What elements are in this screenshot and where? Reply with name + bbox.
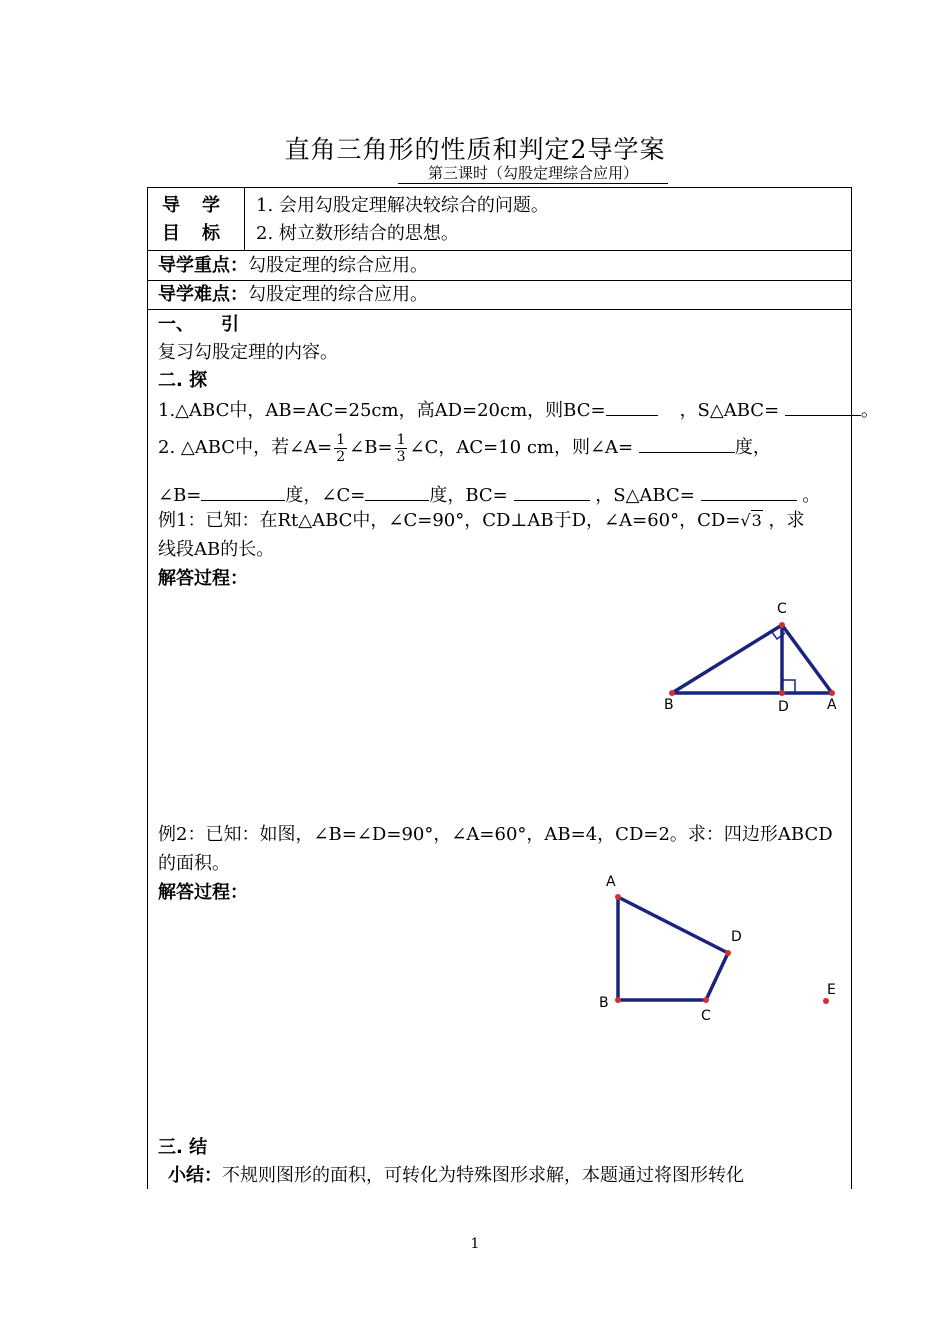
row-divider-1	[147, 250, 852, 251]
question-3-part-d: ，S△ABC=	[595, 485, 695, 506]
question-1-part-a: 1.△ABC中，AB=AC=25cm，高AD=20cm，则BC=	[158, 400, 606, 421]
label-d: D	[778, 699, 789, 715]
label-a: A	[606, 874, 616, 890]
summary-text: 不规则图形的面积，可转化为特殊图形求解，本题通过将图形转化	[222, 1165, 744, 1186]
triangle-outline	[672, 625, 832, 693]
label-e: E	[827, 982, 836, 998]
point-b	[669, 690, 675, 696]
fraction-denominator: 3	[396, 448, 406, 465]
quadrilateral-figure	[590, 868, 850, 1028]
answer-blank-angle-b[interactable]	[201, 482, 285, 501]
section2-heading: 二. 探	[158, 370, 208, 391]
point-a	[829, 690, 835, 696]
question-2-part-c: ∠C，AC=10 cm，则∠A=	[409, 437, 634, 458]
point-a	[615, 894, 621, 900]
focus-text: 勾股定理的综合应用。	[248, 255, 428, 276]
example-1-line-2: 线段AB的长。	[158, 539, 275, 560]
triangle-figure	[650, 595, 850, 720]
fraction-numerator: 1	[336, 431, 346, 448]
summary-label: 小结：	[168, 1165, 222, 1186]
example-1-line-1	[158, 508, 805, 534]
answer-blank-bc[interactable]	[606, 397, 658, 416]
document-subtitle: 第三课时（勾股定理综合应用）	[398, 163, 668, 184]
question-3-part-c: 度，BC=	[429, 485, 508, 506]
goal-item-2: 2. 树立数形结合的思想。	[256, 223, 459, 244]
example-1-text-end: ，求	[768, 510, 805, 531]
label-d: D	[731, 929, 742, 945]
difficulty-label: 导学难点：	[158, 284, 248, 305]
answer-blank-angle-a[interactable]	[639, 434, 735, 453]
difficulty-row	[158, 282, 428, 308]
example-2-line-2: 的面积。	[158, 853, 230, 874]
summary-row	[168, 1163, 744, 1189]
solution-label-2: 解答过程：	[158, 882, 248, 903]
label-c: C	[777, 601, 787, 617]
question-1-end: 。	[860, 400, 879, 421]
label-c: C	[701, 1008, 711, 1024]
goals-label-line2: 目 标	[162, 223, 222, 244]
answer-blank-area[interactable]	[785, 397, 861, 416]
fraction-numerator: 1	[396, 431, 406, 448]
question-3-part-a: ∠B=	[158, 485, 202, 506]
focus-row	[158, 253, 428, 279]
label-a: A	[827, 697, 837, 713]
question-2	[158, 428, 771, 468]
point-d	[779, 690, 785, 696]
difficulty-text: 勾股定理的综合应用。	[248, 284, 428, 305]
document-title: 直角三角形的性质和判定2导学案	[284, 135, 666, 164]
example-1-text: 例1：已知：在Rt△ABC中，∠C=90°，CD⊥AB于D，∠A=60°，CD=	[158, 510, 741, 531]
answer-blank-angle-c[interactable]	[365, 482, 429, 501]
point-c	[703, 997, 709, 1003]
point-d	[725, 950, 731, 956]
sqrt-expression: √3	[740, 511, 762, 530]
row-divider-3	[147, 309, 852, 310]
fraction-one-half	[334, 432, 347, 465]
point-e	[823, 998, 829, 1004]
section1-text: 复习勾股定理的内容。	[158, 342, 338, 363]
point-c	[779, 622, 785, 628]
answer-blank-bc-2[interactable]	[514, 482, 590, 501]
answer-blank-area-2[interactable]	[701, 482, 797, 501]
question-3-end: 。	[802, 485, 821, 506]
question-1	[158, 397, 879, 424]
sqrt-radicand: 3	[751, 511, 762, 530]
question-2-part-d: 度，	[734, 437, 771, 458]
page-number: 1	[470, 1236, 480, 1252]
question-3	[158, 482, 820, 509]
label-b: B	[599, 995, 609, 1011]
example-2-line-1: 例2：已知：如图，∠B=∠D=90°，∠A=60°，AB=4，CD=2。求：四边形ABCD	[158, 824, 833, 845]
label-b: B	[664, 697, 674, 713]
question-1-part-b: ，S△ABC=	[679, 400, 780, 421]
section3-heading: 三. 结	[158, 1137, 208, 1158]
question-2-part-a: 2. △ABC中，若∠A=	[158, 437, 333, 458]
section1-heading: 一、 引	[158, 314, 239, 335]
question-3-part-b: 度，∠C=	[285, 485, 366, 506]
goal-item-1: 1. 会用勾股定理解决较综合的问题。	[256, 195, 549, 216]
fraction-one-third	[395, 432, 408, 465]
goals-label-line1: 导 学	[162, 195, 222, 216]
question-2-part-b: ∠B=	[349, 437, 393, 458]
quadrilateral-outline	[618, 897, 728, 1000]
solution-label-1: 解答过程：	[158, 568, 248, 589]
point-b	[615, 997, 621, 1003]
row-divider-2	[147, 280, 852, 281]
goals-divider	[244, 187, 245, 250]
fraction-denominator: 2	[336, 448, 346, 465]
focus-label: 导学重点：	[158, 255, 248, 276]
